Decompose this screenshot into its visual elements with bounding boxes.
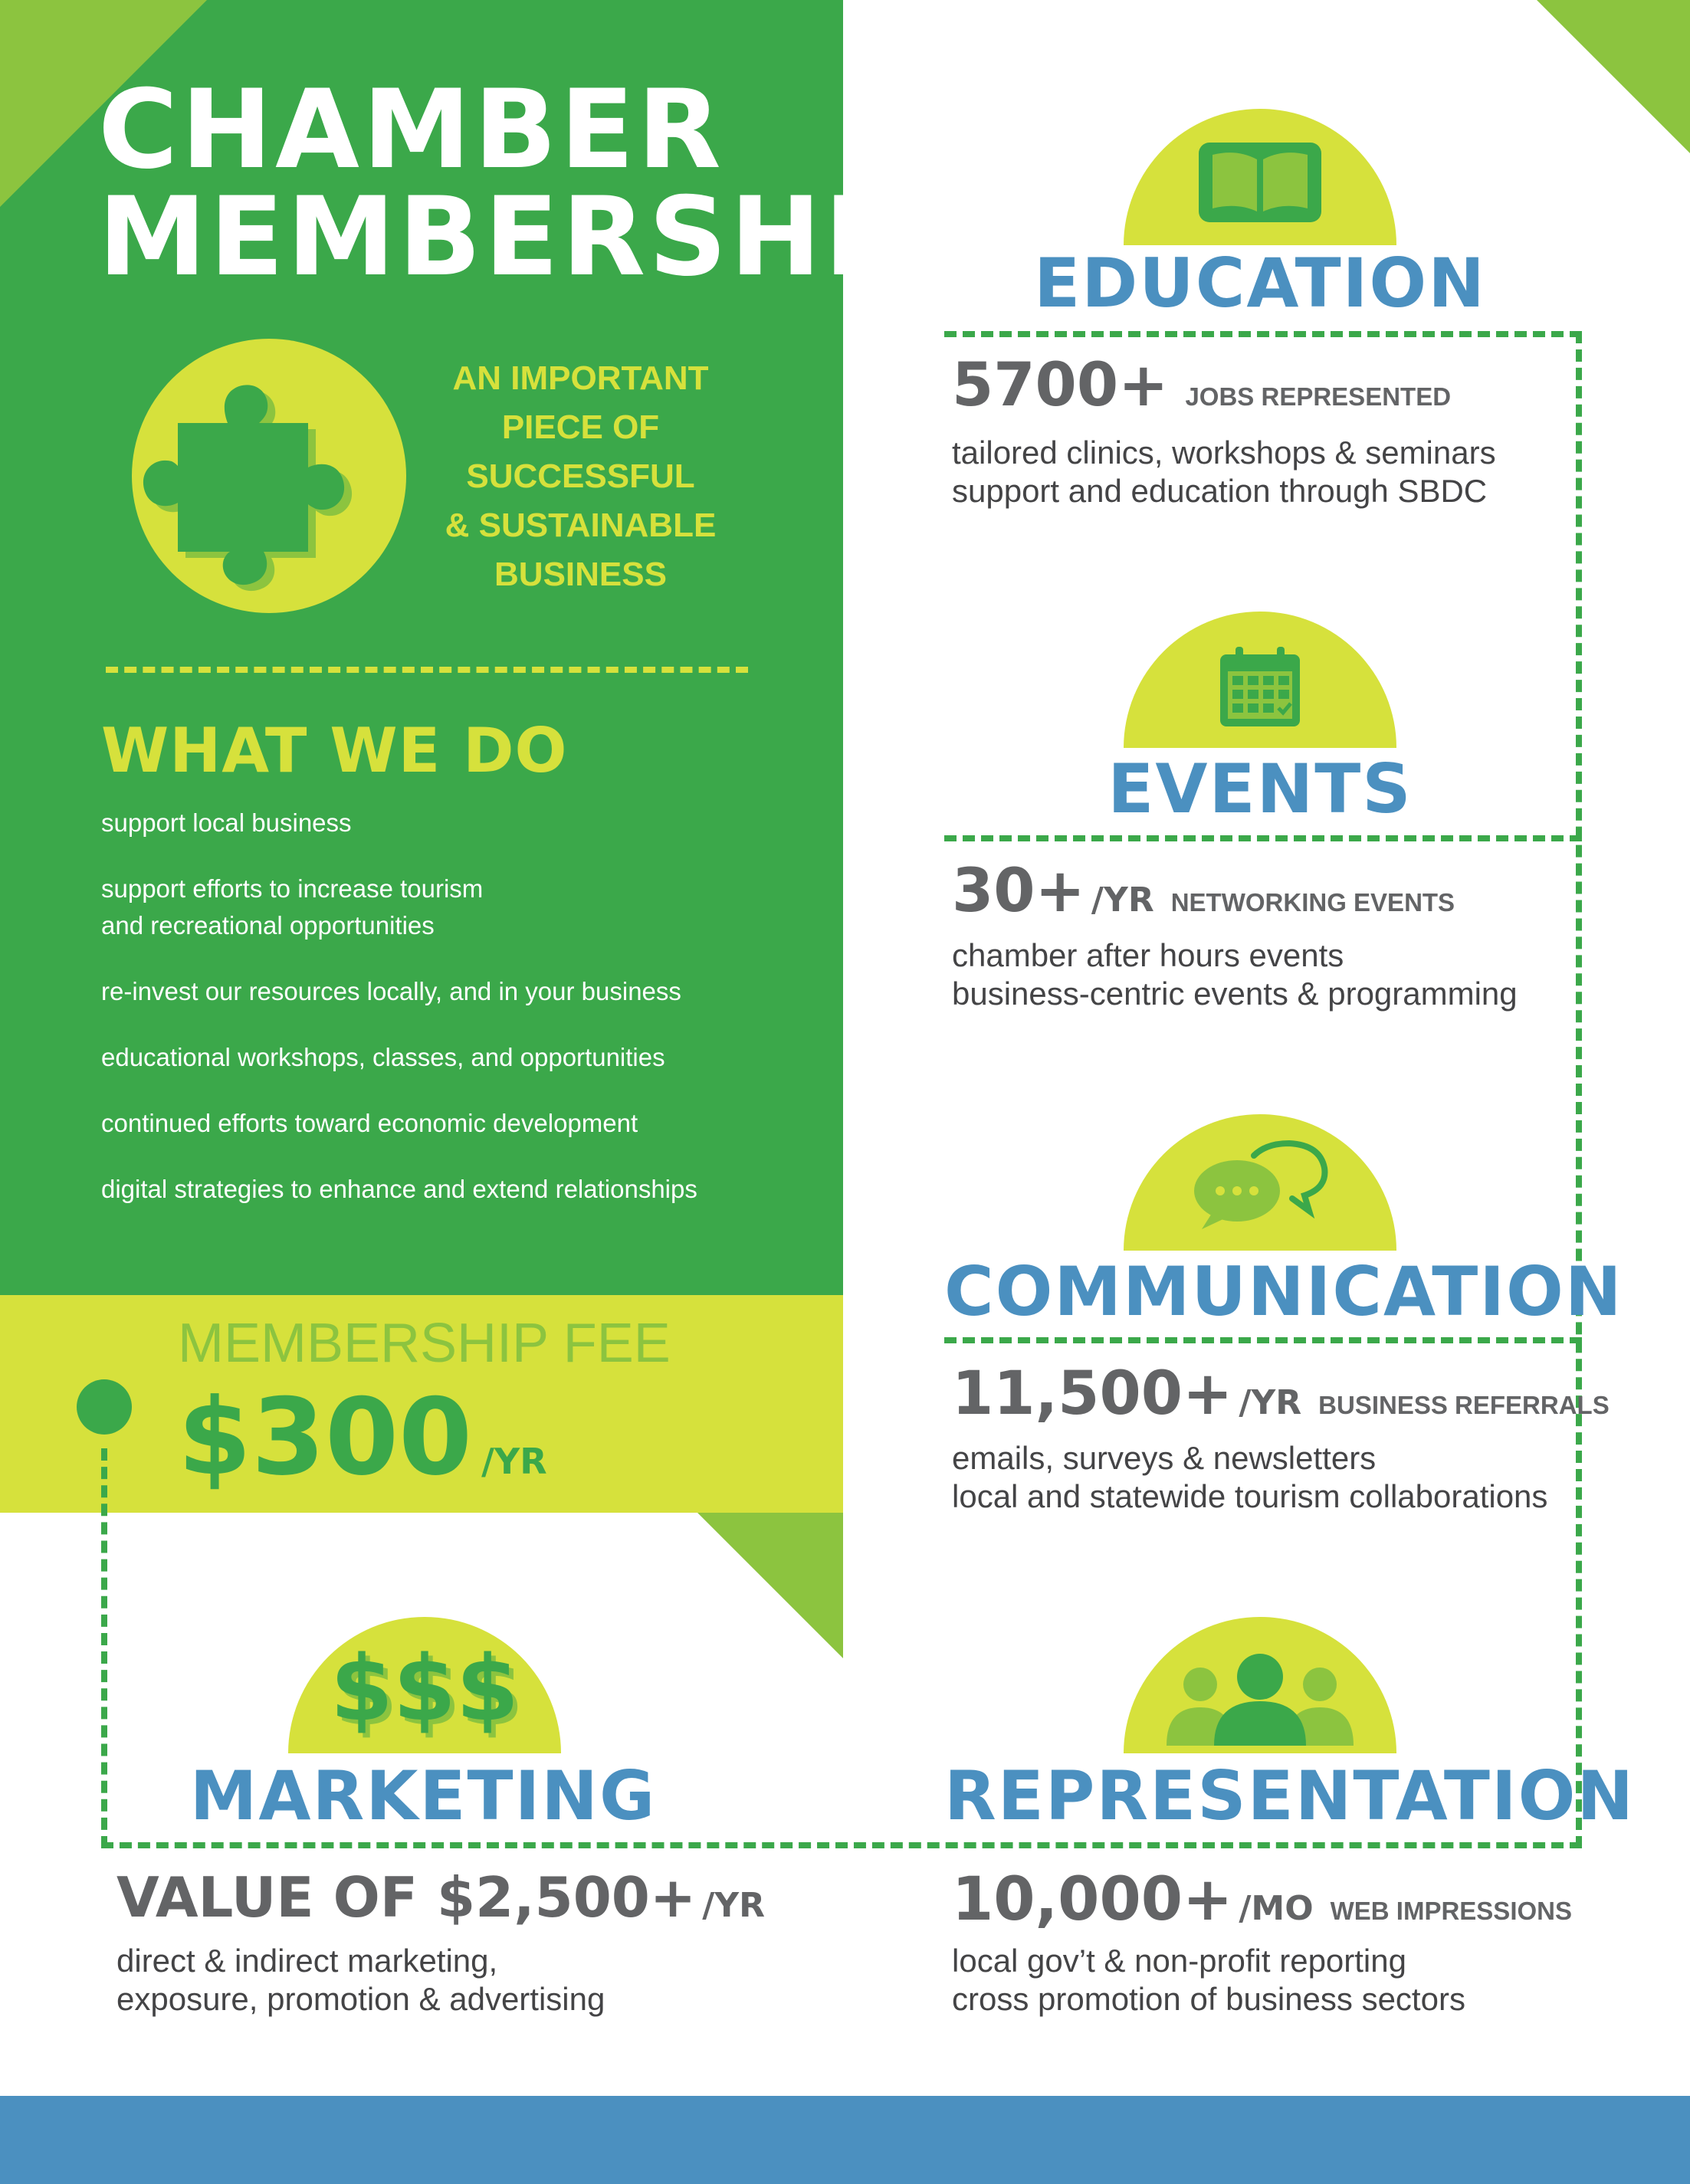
representation-desc [952, 1942, 1465, 2018]
representation-dome [1124, 1617, 1396, 1753]
marketing-stat-value: VALUE OF $2,500+ [116, 1865, 697, 1930]
calendar-icon [1217, 644, 1303, 730]
communication-title: COMMUNICATION [944, 1252, 1623, 1331]
education-desc [952, 434, 1496, 510]
marketing-stat-unit: /YR [702, 1886, 766, 1925]
marketing-desc-line-2: exposure, promotion & advertising [116, 1981, 605, 2017]
fee-amount [178, 1376, 547, 1499]
fee-amount-value: $300 [178, 1376, 473, 1499]
tagline-line-3: SUCCESSFUL [466, 457, 695, 495]
communication-desc-line-1: emails, surveys & newsletters [952, 1440, 1377, 1476]
marketing-stat [116, 1865, 765, 1930]
tagline-line-1: AN IMPORTANT [452, 359, 709, 397]
tagline-line-4: & SUSTAINABLE [445, 507, 717, 544]
communication-dome [1124, 1114, 1396, 1251]
marketing-title: MARKETING [189, 1756, 657, 1835]
connector-education-top [944, 331, 1582, 337]
wwd-item-4: educational workshops, classes, and opportunities [101, 1043, 665, 1071]
events-stat-value: 30+ [952, 857, 1085, 926]
wwd-item-3: re-invest our resources locally, and in your business [101, 977, 681, 1005]
education-stat [952, 351, 1451, 420]
wwd-item-6: digital strategies to enhance and extend relationships [101, 1175, 697, 1203]
events-stat [952, 857, 1455, 926]
fee-label: MEMBERSHIP FEE [178, 1313, 671, 1374]
communication-stat-value: 11,500+ [952, 1359, 1233, 1428]
representation-desc-line-1: local gov’t & non-profit reporting [952, 1943, 1406, 1979]
book-icon [1199, 138, 1321, 230]
events-desc-line-2: business-centric events & programming [952, 976, 1518, 1012]
education-stat-value: 5700+ [952, 351, 1169, 420]
representation-desc-line-2: cross promotion of business sectors [952, 1981, 1465, 2017]
corner-triangle-top-right [1537, 0, 1690, 153]
tagline-line-2: PIECE OF [501, 408, 660, 446]
title-line-1: CHAMBER [98, 67, 724, 193]
representation-stat-unit: /MO [1239, 1889, 1314, 1928]
wwd-item-2b: and recreational opportunities [101, 911, 435, 940]
events-desc [952, 936, 1518, 1013]
education-desc-line-2: support and education through SBDC [952, 473, 1488, 509]
communication-stat-unit: /YR [1239, 1383, 1302, 1422]
wwd-item-2a: support efforts to increase tourism [101, 874, 484, 903]
events-stat-unit: /YR [1091, 880, 1154, 920]
fee-band-triangle [697, 1513, 843, 1658]
wwd-item-5: continued efforts toward economic development [101, 1109, 638, 1137]
representation-stat-label: WEB IMPRESSIONS [1330, 1897, 1572, 1925]
dollar-signs-icon: $$$ [330, 1635, 520, 1741]
education-desc-line-1: tailored clinics, workshops & seminars [952, 435, 1496, 471]
representation-stat-value: 10,000+ [952, 1865, 1233, 1934]
connector-right [1576, 331, 1582, 1848]
divider-dashed [106, 667, 748, 673]
connector-events-bottom [944, 835, 1582, 841]
connector-bottom [101, 1842, 1582, 1848]
puzzle-piece-icon [132, 339, 406, 613]
communication-stat-label: BUSINESS REFERRALS [1318, 1391, 1610, 1419]
communication-stat [952, 1359, 1610, 1428]
footer-bar [0, 2096, 1690, 2184]
events-dome [1124, 612, 1396, 748]
fee-amount-unit: /YR [481, 1441, 547, 1482]
title-line-2: MEMBERSHIP [98, 174, 951, 300]
marketing-desc [116, 1942, 605, 2018]
events-stat-label: NETWORKING EVENTS [1170, 888, 1455, 917]
representation-stat [952, 1865, 1572, 1934]
communication-desc-line-2: local and statewide tourism collaborations [952, 1478, 1548, 1514]
people-group-icon [1160, 1654, 1360, 1746]
representation-title: REPRESENTATION [944, 1756, 1636, 1835]
communication-desc [952, 1439, 1547, 1516]
education-title: EDUCATION [1034, 244, 1486, 323]
chat-bubbles-icon [1190, 1137, 1335, 1237]
what-we-do-title: WHAT WE DO [101, 715, 568, 786]
tagline [422, 354, 740, 599]
education-dome [1124, 109, 1396, 245]
events-desc-line-1: chamber after hours events [952, 937, 1344, 973]
timeline-dot [77, 1379, 132, 1435]
education-stat-label: JOBS REPRESENTED [1185, 382, 1452, 411]
connector-communication-bottom [944, 1337, 1582, 1343]
tagline-line-5: BUSINESS [494, 556, 667, 593]
marketing-desc-line-1: direct & indirect marketing, [116, 1943, 498, 1979]
page-title [98, 67, 951, 300]
wwd-item-1: support local business [101, 808, 352, 837]
puzzle-circle [132, 339, 406, 613]
connector-left [101, 1448, 107, 1848]
events-title: EVENTS [1108, 749, 1413, 828]
marketing-dome [288, 1617, 561, 1753]
